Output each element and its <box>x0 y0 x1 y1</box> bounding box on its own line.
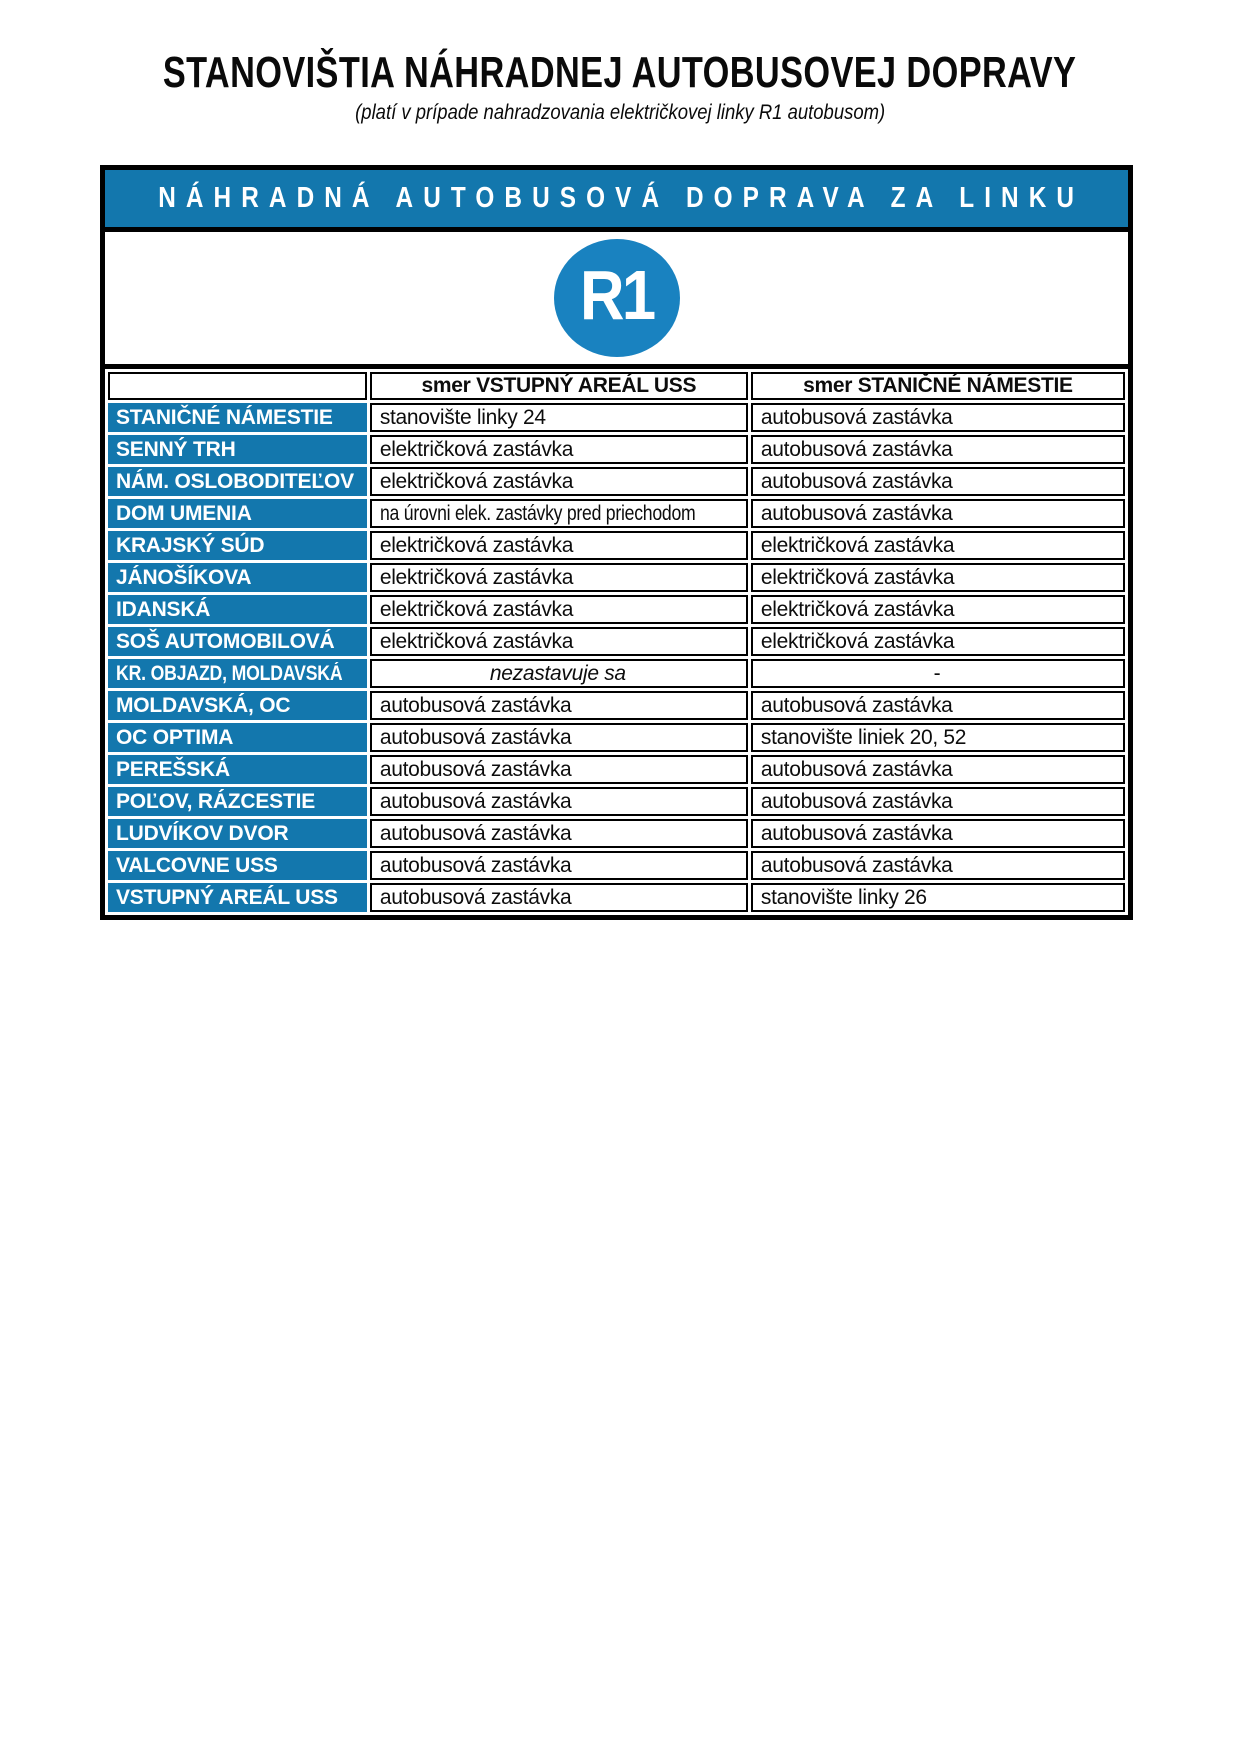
header-stop-column <box>108 372 367 400</box>
direction-vstupny-areal-cell <box>370 627 748 656</box>
stop-name-label: NÁM. OSLOBODITEĽOV <box>116 470 354 493</box>
table-row <box>108 819 1125 848</box>
direction-stanicne-namestie-value: autobusová zastávka <box>760 758 953 781</box>
stop-name-label: PEREŠSKÁ <box>116 758 230 781</box>
direction-vstupny-areal-cell <box>370 531 748 560</box>
stop-name-cell <box>108 531 367 560</box>
direction-stanicne-namestie-cell <box>751 787 1125 816</box>
stop-name-cell <box>108 595 367 624</box>
stop-name-cell <box>108 755 367 784</box>
header-direction-stanicne-namestie: smer STANIČNÉ NÁMESTIE <box>751 372 1125 400</box>
banner-label: NÁHRADNÁ AUTOBUSOVÁ DOPRAVA ZA LINKU <box>158 182 1085 214</box>
direction-stanicne-namestie-cell <box>751 851 1125 880</box>
stop-name-cell <box>108 787 367 816</box>
direction-stanicne-namestie-value: autobusová zastávka <box>760 470 953 493</box>
table-row <box>108 883 1125 912</box>
table-row <box>108 435 1125 464</box>
direction-stanicne-namestie-cell <box>751 499 1125 528</box>
replacement-banner <box>100 165 1133 232</box>
direction-stanicne-namestie-cell <box>751 467 1125 496</box>
direction-stanicne-namestie-cell <box>751 659 1125 688</box>
notice-block <box>100 165 1133 920</box>
direction-stanicne-namestie-cell <box>751 819 1125 848</box>
r1-line-badge-label: R1 <box>579 256 654 334</box>
direction-stanicne-namestie-value: autobusová zastávka <box>760 406 953 429</box>
direction-vstupny-areal-cell <box>370 787 748 816</box>
stop-name-label: LUDVÍKOV DVOR <box>116 822 289 845</box>
stop-name-cell <box>108 851 367 880</box>
stop-name-label: OC OPTIMA <box>116 726 234 749</box>
direction-stanicne-namestie-value: - <box>933 662 941 685</box>
direction-vstupny-areal-value: električková zastávka <box>379 438 574 461</box>
stop-name-label: STANIČNÉ NÁMESTIE <box>116 406 333 429</box>
table-row <box>108 691 1125 720</box>
direction-vstupny-areal-value: autobusová zastávka <box>379 822 572 845</box>
direction-vstupny-areal-cell <box>370 563 748 592</box>
direction-stanicne-namestie-value: autobusová zastávka <box>760 790 953 813</box>
table-row <box>108 499 1125 528</box>
direction-stanicne-namestie-cell <box>751 755 1125 784</box>
direction-vstupny-areal-cell <box>370 403 748 432</box>
direction-stanicne-namestie-cell <box>751 723 1125 752</box>
table-row <box>108 723 1125 752</box>
page-title <box>0 48 1240 98</box>
direction-stanicne-namestie-cell <box>751 627 1125 656</box>
stop-name-cell <box>108 499 367 528</box>
direction-vstupny-areal-cell <box>370 819 748 848</box>
direction-vstupny-areal-value: autobusová zastávka <box>379 758 572 781</box>
stop-name-cell <box>108 467 367 496</box>
direction-vstupny-areal-value: autobusová zastávka <box>379 726 572 749</box>
direction-stanicne-namestie-value: autobusová zastávka <box>760 502 953 525</box>
stop-name-label: VSTUPNÝ AREÁL USS <box>116 886 338 909</box>
table-row <box>108 787 1125 816</box>
table-row <box>108 531 1125 560</box>
table-row <box>108 467 1125 496</box>
direction-stanicne-namestie-cell <box>751 531 1125 560</box>
direction-vstupny-areal-value: stanovište linky 24 <box>379 406 546 429</box>
stop-name-label: POĽOV, RÁZCESTIE <box>116 790 316 813</box>
direction-vstupny-areal-value: električková zastávka <box>379 598 574 621</box>
stop-name-label: IDANSKÁ <box>116 598 211 621</box>
direction-vstupny-areal-value: autobusová zastávka <box>379 790 572 813</box>
table-row <box>108 563 1125 592</box>
stop-name-cell <box>108 723 367 752</box>
table-row <box>108 403 1125 432</box>
stops-table-wrap <box>100 364 1133 920</box>
stop-name-label: SENNÝ TRH <box>116 438 236 461</box>
direction-stanicne-namestie-cell <box>751 691 1125 720</box>
stop-name-label: VALCOVNE USS <box>116 854 278 877</box>
direction-stanicne-namestie-value: autobusová zastávka <box>760 822 953 845</box>
direction-stanicne-namestie-value: autobusová zastávka <box>760 438 953 461</box>
direction-stanicne-namestie-cell <box>751 435 1125 464</box>
direction-vstupny-areal-cell <box>370 883 748 912</box>
direction-stanicne-namestie-value: električková zastávka <box>760 598 955 621</box>
stop-name-cell <box>108 659 367 688</box>
direction-vstupny-areal-value: električková zastávka <box>379 566 574 589</box>
stop-name-label: KR. OBJAZD, MOLDAVSKÁ <box>116 662 343 685</box>
table-row <box>108 627 1125 656</box>
page-title-text: STANOVIŠTIA NÁHRADNEJ AUTOBUSOVEJ DOPRAVY <box>163 48 1077 97</box>
direction-stanicne-namestie-value: stanovište liniek 20, 52 <box>760 726 967 749</box>
stop-name-label: DOM UMENIA <box>116 502 252 525</box>
stop-name-cell <box>108 435 367 464</box>
direction-vstupny-areal-cell <box>370 691 748 720</box>
header-direction-vstupny-areal: smer VSTUPNÝ AREÁL USS <box>370 372 748 400</box>
direction-vstupny-areal-value: električková zastávka <box>379 630 574 653</box>
stops-table <box>105 369 1128 915</box>
direction-vstupny-areal-value: na úrovni elek. zastávky pred priechodom <box>379 502 696 525</box>
stop-name-label: KRAJSKÝ SÚD <box>116 534 265 557</box>
page-subtitle-text: (platí v prípade nahradzovania električkovej linky R1 autobusom) <box>354 101 886 124</box>
stop-name-cell <box>108 883 367 912</box>
direction-stanicne-namestie-cell <box>751 883 1125 912</box>
direction-vstupny-areal-cell <box>370 499 748 528</box>
direction-vstupny-areal-cell <box>370 435 748 464</box>
direction-stanicne-namestie-cell <box>751 403 1125 432</box>
direction-vstupny-areal-value: autobusová zastávka <box>379 886 572 909</box>
direction-vstupny-areal-value: električková zastávka <box>379 470 574 493</box>
table-row <box>108 851 1125 880</box>
table-row <box>108 595 1125 624</box>
direction-stanicne-namestie-cell <box>751 563 1125 592</box>
direction-vstupny-areal-cell <box>370 595 748 624</box>
page-subtitle <box>0 101 1240 125</box>
stop-name-label: SOŠ AUTOMOBILOVÁ <box>116 630 335 653</box>
direction-vstupny-areal-value: nezastavuje sa <box>489 662 626 685</box>
table-header-row <box>108 372 1125 400</box>
direction-stanicne-namestie-cell <box>751 595 1125 624</box>
stop-name-cell <box>108 563 367 592</box>
direction-vstupny-areal-cell <box>370 851 748 880</box>
direction-vstupny-areal-cell <box>370 659 748 688</box>
direction-vstupny-areal-value: autobusová zastávka <box>379 694 572 717</box>
direction-vstupny-areal-value: autobusová zastávka <box>379 854 572 877</box>
direction-vstupny-areal-cell <box>370 467 748 496</box>
direction-vstupny-areal-value: električková zastávka <box>379 534 574 557</box>
direction-stanicne-namestie-value: autobusová zastávka <box>760 694 953 717</box>
stop-name-cell <box>108 819 367 848</box>
direction-stanicne-namestie-value: električková zastávka <box>760 566 955 589</box>
line-badge-box <box>100 232 1133 364</box>
stop-name-label: JÁNOŠÍKOVA <box>116 566 252 589</box>
direction-vstupny-areal-cell <box>370 755 748 784</box>
direction-stanicne-namestie-value: električková zastávka <box>760 534 955 557</box>
direction-stanicne-namestie-value: autobusová zastávka <box>760 854 953 877</box>
stop-name-cell <box>108 691 367 720</box>
stop-name-cell <box>108 403 367 432</box>
stop-name-cell <box>108 627 367 656</box>
direction-vstupny-areal-cell <box>370 723 748 752</box>
stop-name-label: MOLDAVSKÁ, OC <box>116 694 291 717</box>
table-row <box>108 755 1125 784</box>
direction-stanicne-namestie-value: stanovište linky 26 <box>760 886 927 909</box>
r1-line-badge-icon <box>554 239 680 357</box>
direction-stanicne-namestie-value: električková zastávka <box>760 630 955 653</box>
table-row <box>108 659 1125 688</box>
